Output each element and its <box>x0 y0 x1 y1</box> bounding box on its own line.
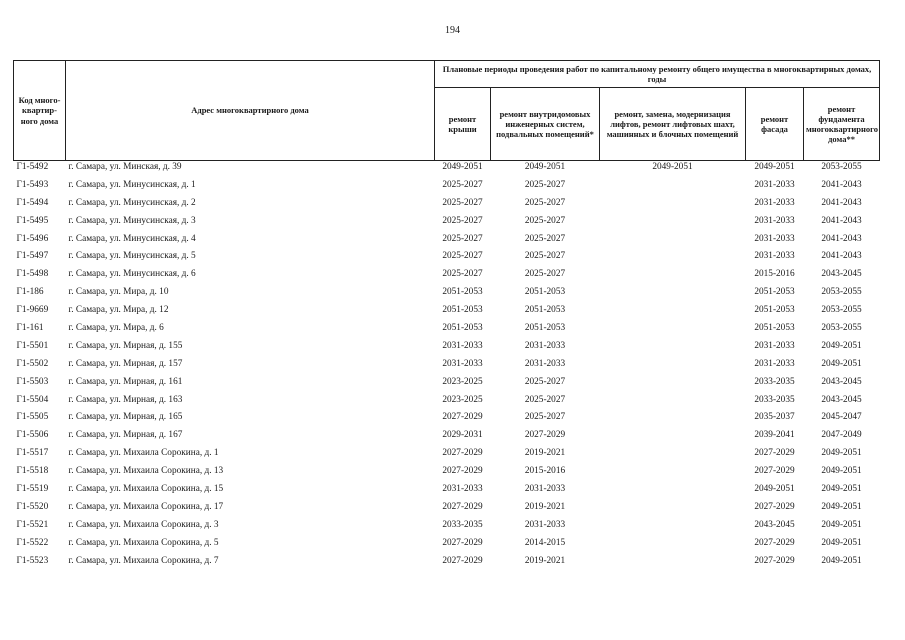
period-elevator <box>600 555 746 573</box>
period-engineering: 2025-2027 <box>524 376 566 387</box>
period-engineering: 2025-2027 <box>524 412 566 423</box>
period-facade: 2031-2033 <box>754 340 795 351</box>
period-foundation: 2049-2051 <box>821 448 862 459</box>
table-row <box>14 215 880 233</box>
table-row <box>14 268 880 286</box>
building-code: Г1-5497 <box>16 251 49 262</box>
period-facade: 2031-2033 <box>754 251 795 262</box>
period-facade: 2027-2029 <box>754 448 795 459</box>
period-roof: 2027-2029 <box>442 555 483 566</box>
building-code: Г1-5519 <box>16 484 49 495</box>
table-row <box>14 197 880 215</box>
header-code: Код много-квартир-ного дома <box>14 61 66 161</box>
table-row <box>14 322 880 340</box>
period-elevator <box>600 376 746 394</box>
period-elevator <box>600 215 746 233</box>
header-foundation: ремонт фундамента многоквартирного дома** <box>804 88 880 161</box>
page-number: 194 <box>445 25 460 36</box>
period-roof: 2023-2025 <box>442 376 483 387</box>
period-engineering: 2025-2027 <box>524 179 566 190</box>
period-roof: 2027-2029 <box>442 412 483 423</box>
header-engineering-systems: ремонт внутридомовых инженерных систем, подвальных помещений* <box>491 88 600 161</box>
period-engineering: 2014-2015 <box>524 537 566 548</box>
period-roof: 2029-2031 <box>442 430 483 441</box>
period-foundation: 2047-2049 <box>821 430 862 441</box>
header-roof: ремонт крыши <box>435 88 491 161</box>
table-row <box>14 179 880 197</box>
period-elevator <box>600 519 746 537</box>
period-engineering: 2049-2051 <box>524 162 566 172</box>
period-foundation: 2049-2051 <box>821 358 862 369</box>
building-address: г. Самара, ул. Мирная, д. 155 <box>68 340 183 351</box>
period-engineering: 2051-2053 <box>524 323 566 334</box>
building-address: г. Самара, ул. Минусинская, д. 6 <box>68 269 196 280</box>
building-address: г. Самара, ул. Минусинская, д. 1 <box>68 179 196 190</box>
period-facade: 2049-2051 <box>754 484 795 495</box>
period-foundation: 2053-2055 <box>821 162 862 172</box>
period-roof: 2027-2029 <box>442 537 483 548</box>
building-address: г. Самара, ул. Михаила Сорокина, д. 5 <box>68 537 219 548</box>
period-engineering: 2025-2027 <box>524 269 566 280</box>
period-roof: 2049-2051 <box>442 162 483 172</box>
header-periods-group: Плановые периоды проведения работ по капитальному ремонту общего имущества в многоквартирных домах, годы <box>435 61 880 88</box>
period-facade: 2039-2041 <box>754 430 795 441</box>
building-code: Г1-5518 <box>16 466 49 477</box>
period-engineering: 2015-2016 <box>524 466 566 477</box>
period-engineering: 2031-2033 <box>524 358 566 369</box>
period-engineering: 2025-2027 <box>524 394 566 405</box>
header-address: Адрес многоквартирного дома <box>66 61 435 161</box>
period-engineering: 2031-2033 <box>524 519 566 530</box>
building-address: г. Самара, ул. Мирная, д. 157 <box>68 358 183 369</box>
period-roof: 2023-2025 <box>442 394 483 405</box>
period-facade: 2051-2053 <box>754 287 795 298</box>
period-elevator <box>600 286 746 304</box>
building-address: г. Самара, ул. Минусинская, д. 5 <box>68 251 196 262</box>
building-address: г. Самара, ул. Михаила Сорокина, д. 17 <box>68 501 224 512</box>
period-engineering: 2025-2027 <box>524 215 566 226</box>
period-facade: 2051-2053 <box>754 305 795 316</box>
building-address: г. Самара, ул. Мирная, д. 161 <box>68 376 183 387</box>
period-foundation: 2049-2051 <box>821 484 862 495</box>
period-elevator <box>600 429 746 447</box>
building-code: Г1-5520 <box>16 501 49 512</box>
period-facade: 2033-2035 <box>754 376 795 387</box>
building-code: Г1-5502 <box>16 358 49 369</box>
building-code: Г1-5498 <box>16 269 49 280</box>
table-body <box>14 161 880 573</box>
building-code: Г1-161 <box>16 323 44 334</box>
period-elevator <box>600 465 746 483</box>
period-roof: 2027-2029 <box>442 501 483 512</box>
period-engineering: 2025-2027 <box>524 197 566 208</box>
period-roof: 2051-2053 <box>442 323 483 334</box>
period-elevator <box>600 394 746 412</box>
period-engineering: 2025-2027 <box>524 233 566 244</box>
period-foundation: 2041-2043 <box>821 251 862 262</box>
building-address: г. Самара, ул. Михаила Сорокина, д. 13 <box>68 466 224 477</box>
table-row <box>14 250 880 268</box>
period-engineering: 2019-2021 <box>524 555 566 566</box>
period-foundation: 2049-2051 <box>821 340 862 351</box>
period-roof: 2033-2035 <box>442 519 483 530</box>
period-facade: 2033-2035 <box>754 394 795 405</box>
building-code: Г1-5505 <box>16 412 49 423</box>
table-row <box>14 161 880 179</box>
period-foundation: 2049-2051 <box>821 537 862 548</box>
building-address: г. Самара, ул. Мирная, д. 167 <box>68 430 183 441</box>
period-engineering: 2019-2021 <box>524 501 566 512</box>
period-foundation: 2043-2045 <box>821 376 862 387</box>
period-foundation: 2053-2055 <box>821 287 862 298</box>
table-row <box>14 340 880 358</box>
period-roof: 2031-2033 <box>442 358 483 369</box>
period-elevator <box>600 537 746 555</box>
building-address: г. Самара, ул. Михаила Сорокина, д. 7 <box>68 555 219 566</box>
building-code: Г1-5503 <box>16 376 49 387</box>
period-facade: 2031-2033 <box>754 179 795 190</box>
building-address: г. Самара, ул. Мира, д. 10 <box>68 287 169 298</box>
period-facade: 2049-2051 <box>754 162 795 172</box>
building-code: Г1-5496 <box>16 233 49 244</box>
period-elevator <box>600 197 746 215</box>
period-roof: 2025-2027 <box>442 269 483 280</box>
period-foundation: 2043-2045 <box>821 394 862 405</box>
table-row <box>14 447 880 465</box>
period-roof: 2051-2053 <box>442 305 483 316</box>
building-code: Г1-5522 <box>16 537 49 548</box>
period-roof: 2027-2029 <box>442 448 483 459</box>
period-elevator <box>600 483 746 501</box>
period-engineering: 2031-2033 <box>524 340 566 351</box>
period-engineering: 2019-2021 <box>524 448 566 459</box>
period-foundation: 2049-2051 <box>821 555 862 566</box>
period-elevator <box>600 179 746 197</box>
building-code: Г1-9669 <box>16 305 49 316</box>
period-facade: 2031-2033 <box>754 197 795 208</box>
period-elevator: 2049-2051 <box>652 162 693 172</box>
table-header <box>14 61 880 161</box>
period-elevator <box>600 268 746 286</box>
table-row <box>14 411 880 429</box>
period-facade: 2031-2033 <box>754 215 795 226</box>
period-roof: 2025-2027 <box>442 251 483 262</box>
period-roof: 2031-2033 <box>442 484 483 495</box>
period-roof: 2051-2053 <box>442 287 483 298</box>
building-address: г. Самара, ул. Мира, д. 6 <box>68 323 164 334</box>
period-roof: 2025-2027 <box>442 215 483 226</box>
building-code: Г1-5506 <box>16 430 49 441</box>
table-row <box>14 286 880 304</box>
header-facade: ремонт фасада <box>746 88 804 161</box>
period-roof: 2027-2029 <box>442 466 483 477</box>
period-roof: 2031-2033 <box>442 340 483 351</box>
period-foundation: 2049-2051 <box>821 519 862 530</box>
table-row <box>14 519 880 537</box>
building-code: Г1-5492 <box>16 162 49 172</box>
table-row <box>14 537 880 555</box>
building-code: Г1-5504 <box>16 394 49 405</box>
period-foundation: 2041-2043 <box>821 233 862 244</box>
period-engineering: 2025-2027 <box>524 251 566 262</box>
table-row <box>14 501 880 519</box>
building-address: г. Самара, ул. Мирная, д. 163 <box>68 394 183 405</box>
period-elevator <box>600 250 746 268</box>
table-row <box>14 555 880 573</box>
period-foundation: 2041-2043 <box>821 215 862 226</box>
period-foundation: 2049-2051 <box>821 501 862 512</box>
period-facade: 2051-2053 <box>754 323 795 334</box>
building-address: г. Самара, ул. Михаила Сорокина, д. 1 <box>68 448 219 459</box>
table-row <box>14 483 880 501</box>
building-code: Г1-5494 <box>16 197 49 208</box>
table-row <box>14 376 880 394</box>
table-row <box>14 304 880 322</box>
building-address: г. Самара, ул. Минская, д. 39 <box>68 162 182 172</box>
repair-schedule-table <box>13 60 880 572</box>
period-foundation: 2053-2055 <box>821 305 862 316</box>
building-code: Г1-5493 <box>16 179 49 190</box>
period-elevator <box>600 411 746 429</box>
building-code: Г1-5495 <box>16 215 49 226</box>
period-foundation: 2053-2055 <box>821 323 862 334</box>
table-row <box>14 465 880 483</box>
period-facade: 2035-2037 <box>754 412 795 423</box>
period-elevator <box>600 447 746 465</box>
building-address: г. Самара, ул. Михаила Сорокина, д. 3 <box>68 519 219 530</box>
period-engineering: 2031-2033 <box>524 484 566 495</box>
table-row <box>14 233 880 251</box>
building-address: г. Самара, ул. Минусинская, д. 3 <box>68 215 196 226</box>
table-row <box>14 358 880 376</box>
period-elevator <box>600 233 746 251</box>
building-address: г. Самара, ул. Минусинская, д. 2 <box>68 197 196 208</box>
period-elevator <box>600 340 746 358</box>
building-code: Г1-5523 <box>16 555 49 566</box>
period-facade: 2031-2033 <box>754 358 795 369</box>
building-code: Г1-5501 <box>16 340 49 351</box>
period-engineering: 2051-2053 <box>524 305 566 316</box>
period-facade: 2043-2045 <box>754 519 795 530</box>
building-address: г. Самара, ул. Минусинская, д. 4 <box>68 233 196 244</box>
period-elevator <box>600 501 746 519</box>
period-foundation: 2041-2043 <box>821 179 862 190</box>
period-roof: 2025-2027 <box>442 179 483 190</box>
period-facade: 2027-2029 <box>754 555 795 566</box>
period-elevator <box>600 322 746 340</box>
building-address: г. Самара, ул. Мирная, д. 165 <box>68 412 183 423</box>
period-foundation: 2045-2047 <box>821 412 862 423</box>
period-foundation: 2041-2043 <box>821 197 862 208</box>
building-code: Г1-186 <box>16 287 44 298</box>
period-facade: 2027-2029 <box>754 537 795 548</box>
period-elevator <box>600 304 746 322</box>
period-facade: 2015-2016 <box>754 269 795 280</box>
building-address: г. Самара, ул. Мира, д. 12 <box>68 305 169 316</box>
period-facade: 2031-2033 <box>754 233 795 244</box>
period-elevator <box>600 358 746 376</box>
period-facade: 2027-2029 <box>754 466 795 477</box>
building-address: г. Самара, ул. Михаила Сорокина, д. 15 <box>68 484 224 495</box>
period-foundation: 2049-2051 <box>821 466 862 477</box>
table-row <box>14 394 880 412</box>
period-foundation: 2043-2045 <box>821 269 862 280</box>
period-engineering: 2027-2029 <box>524 430 566 441</box>
period-roof: 2025-2027 <box>442 233 483 244</box>
table-row <box>14 429 880 447</box>
period-engineering: 2051-2053 <box>524 287 566 298</box>
period-facade: 2027-2029 <box>754 501 795 512</box>
building-code: Г1-5517 <box>16 448 49 459</box>
period-roof: 2025-2027 <box>442 197 483 208</box>
header-elevators: ремонт, замена, модернизация лифтов, ремонт лифтовых шахт, машинных и блочных помещений <box>600 88 746 161</box>
building-code: Г1-5521 <box>16 519 49 530</box>
